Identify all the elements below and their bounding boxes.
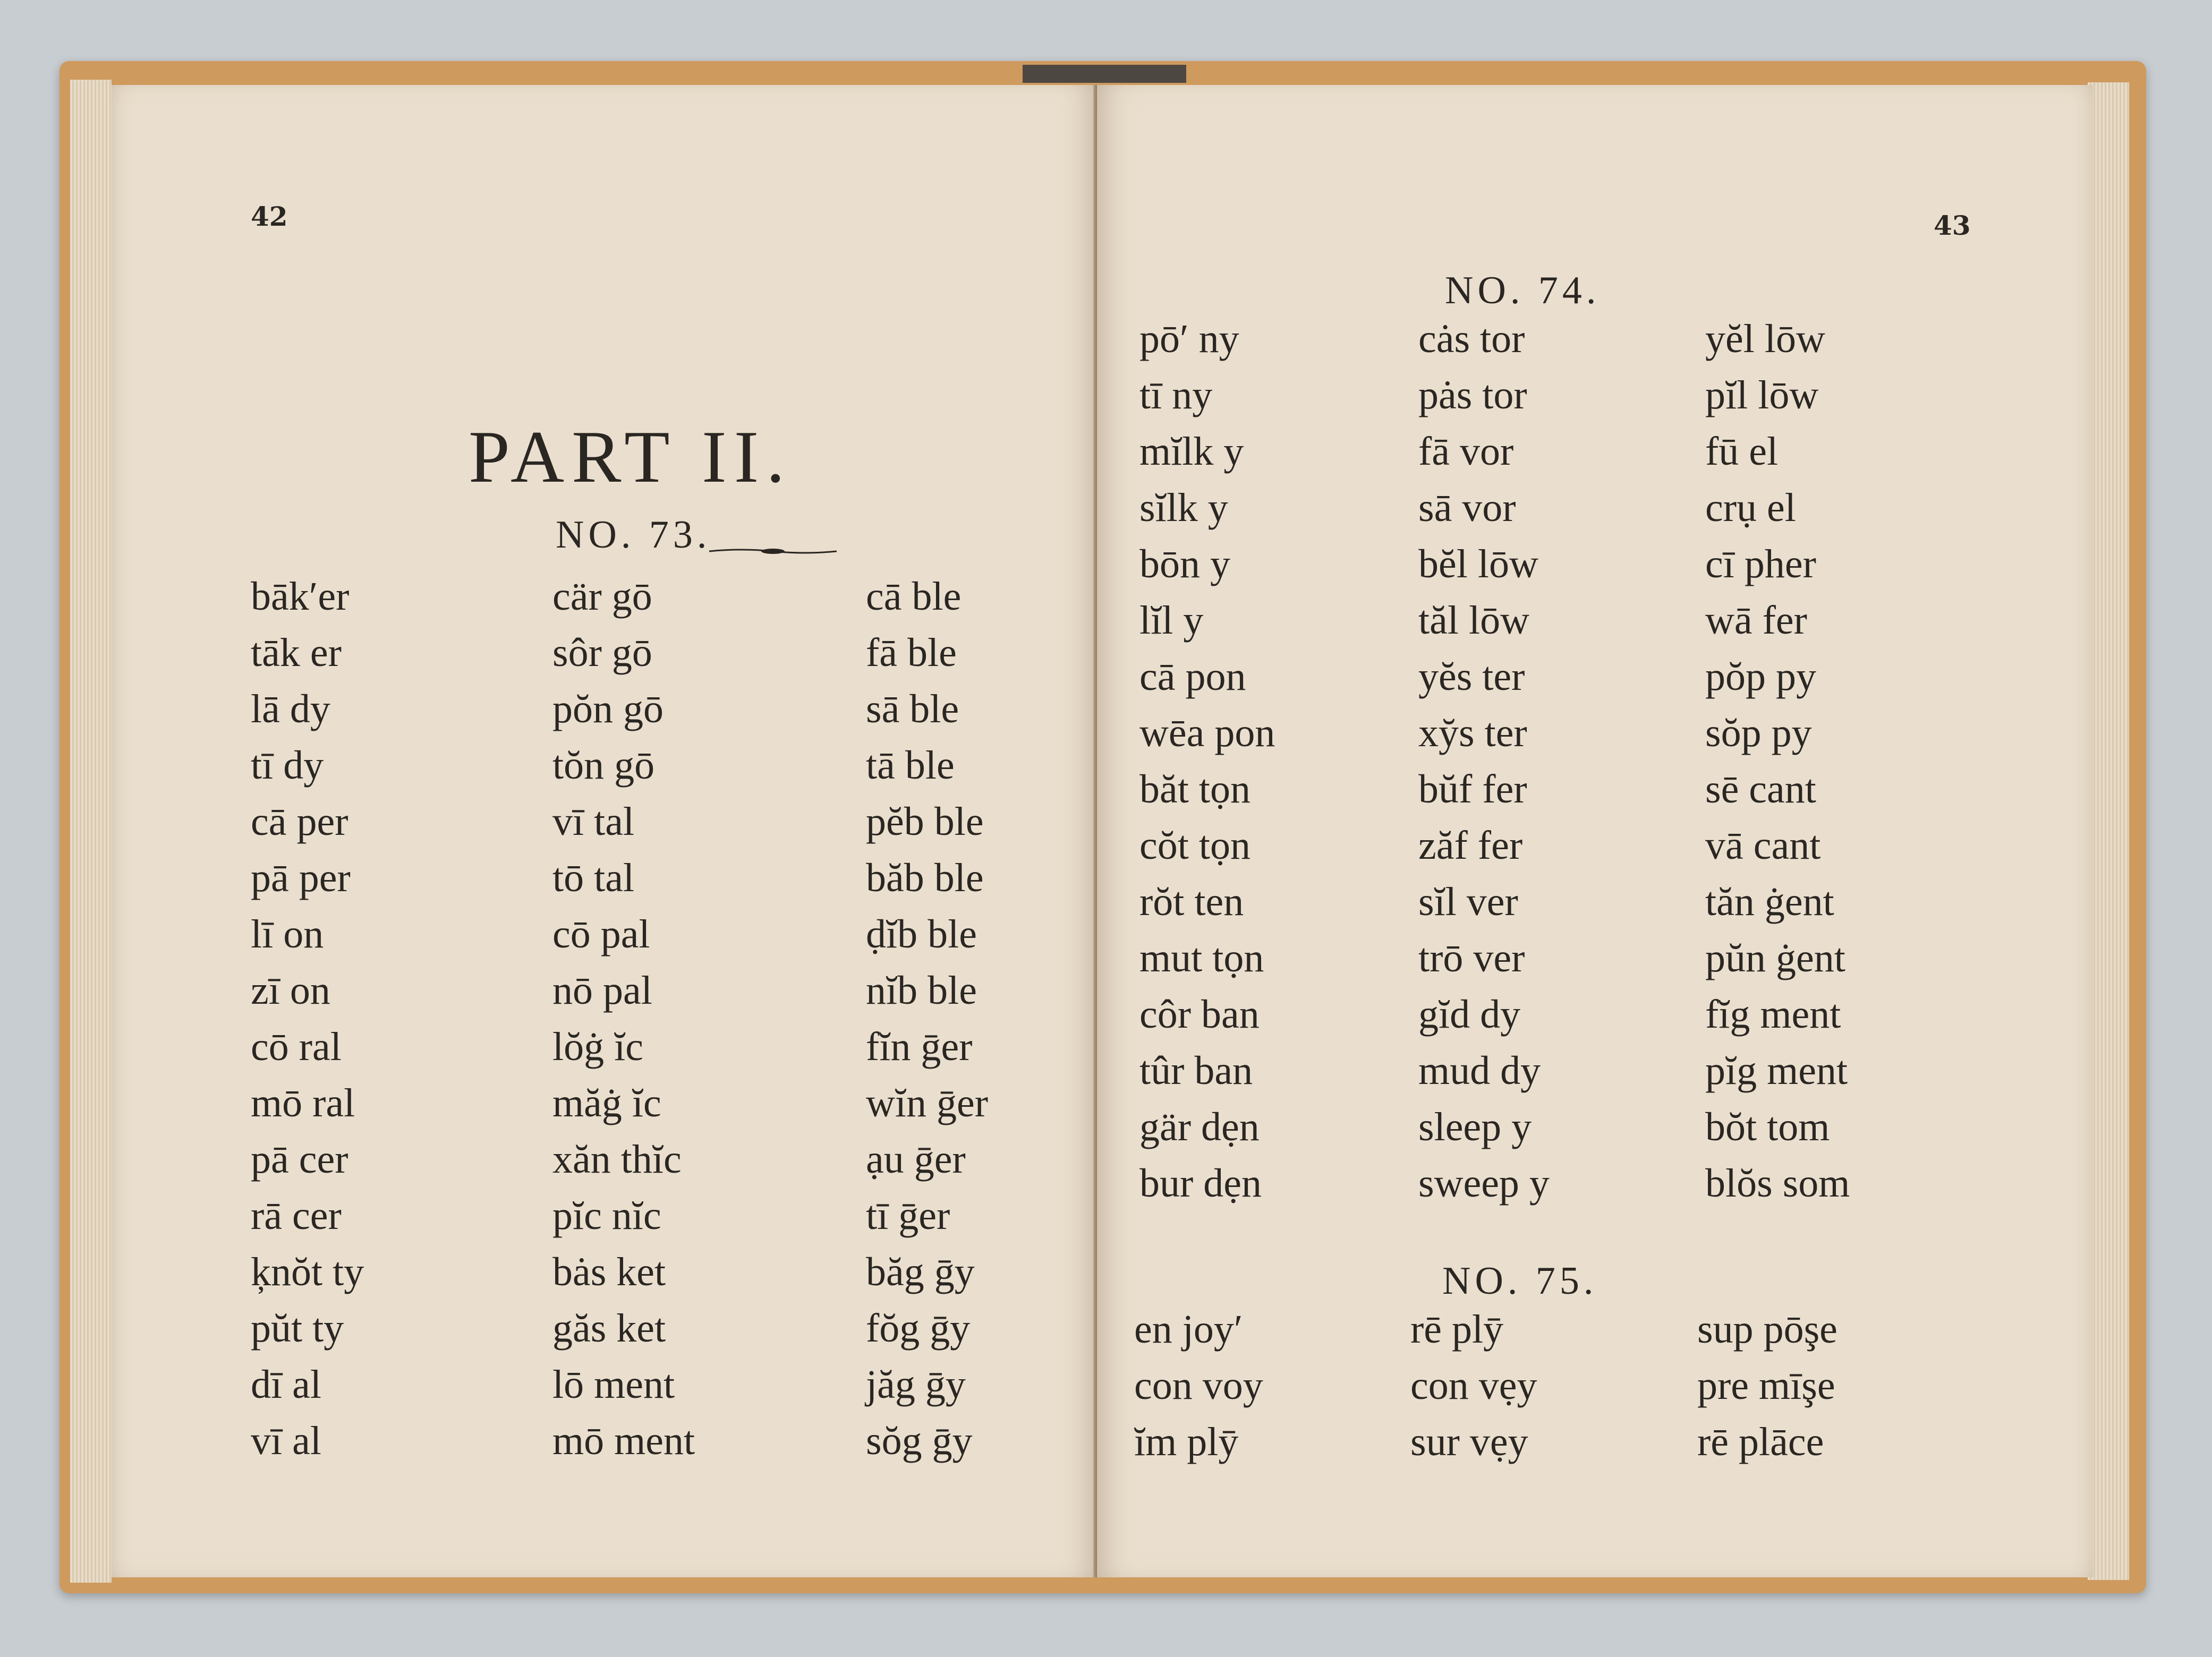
part-title: PART II. (469, 416, 793, 498)
word-entry: tā ble (866, 743, 955, 788)
word-entry: yĕs ter (1418, 654, 1525, 699)
word-entry: tāk er (251, 630, 342, 675)
word-entry: sup pōşe (1697, 1307, 1837, 1352)
word-entry: sŏp py (1705, 711, 1812, 755)
word-entry: sā vor (1418, 485, 1516, 530)
word-entry: lī on (251, 912, 324, 956)
lesson-heading: NO. 75. (1442, 1259, 1598, 1303)
word-entry: cī pher (1705, 542, 1816, 586)
word-entry: nĭb ble (866, 968, 977, 1013)
word-entry: wēa pon (1139, 711, 1275, 755)
word-entry: lŏġ ĭc (552, 1024, 643, 1069)
word-entry: bŏt tom (1705, 1105, 1830, 1149)
word-entry: fā ble (866, 630, 957, 675)
word-entry: tûr ban (1139, 1048, 1253, 1093)
word-entry: cär gō (552, 574, 652, 619)
word-entry: cō ral (251, 1024, 342, 1069)
spine-band (1023, 65, 1186, 83)
word-entry: fĭg ment (1705, 992, 1841, 1037)
word-entry: yĕl lōw (1705, 317, 1825, 361)
word-entry: pre mīşe (1697, 1363, 1835, 1408)
word-entry: băt tọn (1139, 767, 1250, 812)
word-entry: pŏn gō (552, 687, 663, 731)
word-entry: cā ble (866, 574, 962, 619)
lesson-heading: NO. 74. (1445, 269, 1601, 312)
word-entry: cō pal (552, 912, 650, 956)
page-number: 43 (1934, 210, 1971, 241)
word-entry: pĕb ble (866, 799, 984, 844)
word-entry: tăn ġent (1705, 879, 1834, 924)
word-entry: tī dy (251, 743, 324, 788)
word-entry: mō ral (251, 1081, 355, 1125)
word-entry: mō ment (552, 1419, 695, 1463)
page-edges-left (70, 80, 112, 1583)
word-entry: rā cer (251, 1193, 342, 1238)
word-entry: en joy′ (1134, 1307, 1243, 1352)
word-entry: jăg ḡy (866, 1362, 966, 1407)
word-entry: blŏs som (1705, 1161, 1850, 1206)
word-entry: bŭf fer (1418, 767, 1527, 812)
word-entry: pō′ ny (1139, 317, 1239, 361)
word-entry: ĭm plȳ (1134, 1420, 1239, 1464)
word-entry: vī al (251, 1419, 321, 1463)
word-entry: cȧs tor (1418, 317, 1525, 361)
word-entry: lĭl y (1139, 598, 1204, 643)
word-entry: sē cant (1705, 767, 1816, 812)
word-entry: găs ket (552, 1306, 666, 1351)
word-entry: pŭn ġent (1705, 936, 1845, 980)
lesson-heading: NO. 73. (556, 513, 711, 557)
word-entry: lā dy (251, 687, 330, 731)
word-entry: sĭlk y (1139, 485, 1228, 530)
word-entry: bĕl lōw (1418, 542, 1538, 586)
word-entry: con vẹy (1410, 1363, 1537, 1408)
word-entry: trō ver (1418, 936, 1525, 980)
word-entry: nō pal (552, 968, 652, 1013)
word-entry: mut tọn (1139, 936, 1264, 980)
word-entry: cā per (251, 799, 348, 844)
word-entry: pȧs tor (1418, 373, 1527, 417)
word-entry: fū el (1705, 429, 1779, 474)
word-entry: vā cant (1705, 823, 1821, 868)
word-entry: con voy (1134, 1363, 1263, 1408)
word-entry: sŏg ḡy (866, 1419, 973, 1463)
word-entry: xy̆s ter (1418, 711, 1527, 755)
word-entry: băb ble (866, 856, 984, 900)
word-entry: ķnŏt ty (251, 1250, 364, 1294)
word-entry: wā fer (1705, 598, 1807, 643)
word-entry: zī on (251, 968, 330, 1013)
word-entry: rē plāce (1697, 1420, 1824, 1464)
word-entry: xăn thĭc (552, 1137, 682, 1182)
word-entry: sĭl ver (1418, 879, 1518, 924)
word-entry: pĭc nĭc (552, 1193, 661, 1238)
word-entry: côr ban (1139, 992, 1260, 1037)
word-entry: dī al (251, 1362, 321, 1407)
word-entry: ḍĭb ble (866, 912, 977, 956)
word-entry: rŏt ten (1139, 879, 1244, 924)
word-entry: vī tal (552, 799, 635, 844)
word-entry: tō tal (552, 856, 635, 900)
word-entry: tŏn gō (552, 743, 655, 788)
word-entry: băg ḡy (866, 1250, 975, 1294)
ornament-divider (709, 547, 837, 556)
word-entry: fā vor (1418, 429, 1514, 474)
word-entry: rē plȳ (1410, 1307, 1504, 1352)
word-entry: sā ble (866, 687, 959, 731)
word-entry: fŏg ḡy (866, 1306, 971, 1351)
word-entry: cā pon (1139, 654, 1246, 699)
word-entry: sleep y (1418, 1105, 1532, 1149)
word-entry: ạu ḡer (866, 1137, 966, 1182)
word-entry: crụ el (1705, 485, 1796, 530)
word-entry: bāk′er (251, 574, 350, 619)
word-entry: gär dẹn (1139, 1105, 1260, 1149)
word-entry: sweep y (1418, 1161, 1550, 1206)
word-entry: tī ny (1139, 373, 1213, 417)
word-entry: tăl lōw (1418, 598, 1529, 643)
word-entry: bȧs ket (552, 1250, 666, 1294)
page-edges-right (2088, 82, 2129, 1580)
word-entry: sur vẹy (1410, 1420, 1528, 1464)
word-entry: tī ḡer (866, 1193, 950, 1238)
word-entry: fĭn ḡer (866, 1024, 973, 1069)
word-entry: pĭl lōw (1705, 373, 1819, 417)
word-entry: pŭt ty (251, 1306, 344, 1351)
word-entry: măġ ĭc (552, 1081, 661, 1125)
word-entry: wĭn ḡer (866, 1081, 989, 1125)
word-entry: pā cer (251, 1137, 348, 1182)
word-entry: bōn y (1139, 542, 1230, 586)
word-entry: cŏt tọn (1139, 823, 1250, 868)
word-entry: pŏp py (1705, 654, 1816, 699)
word-entry: mĭlk y (1139, 429, 1244, 474)
word-entry: pĭg ment (1705, 1048, 1848, 1093)
word-entry: zăf fer (1418, 823, 1523, 868)
right-page (1097, 85, 2093, 1577)
word-entry: gĭd dy (1418, 992, 1521, 1037)
left-page (112, 85, 1097, 1577)
word-entry: lō ment (552, 1362, 675, 1407)
word-entry: bur dẹn (1139, 1161, 1262, 1206)
word-entry: pā per (251, 856, 351, 900)
page-number: 42 (251, 201, 288, 232)
word-entry: sôr gō (552, 630, 652, 675)
word-entry: mud dy (1418, 1048, 1541, 1093)
